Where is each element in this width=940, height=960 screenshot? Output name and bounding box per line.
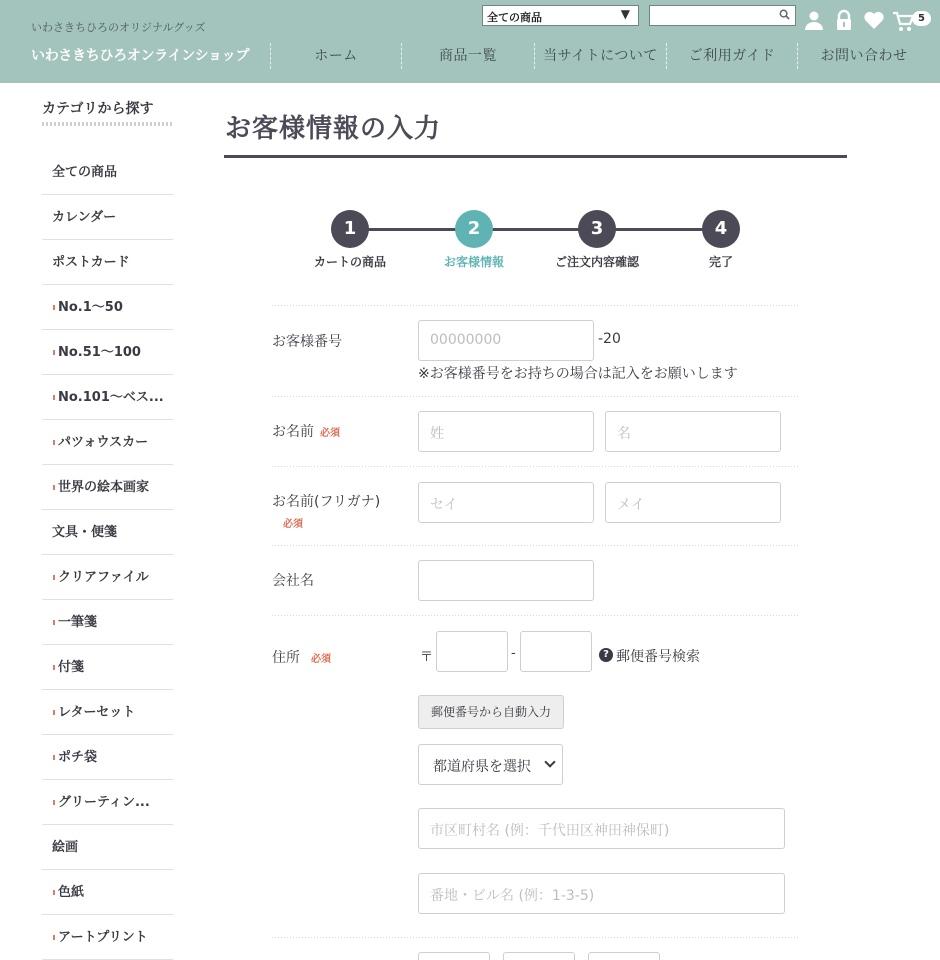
cart-icon[interactable]: [892, 11, 914, 33]
site-logo-text[interactable]: いわさきちひろオンラインショップ: [31, 48, 250, 64]
sidebar-item[interactable]: [42, 465, 173, 510]
bullet-icon: [53, 395, 55, 400]
sidebar-item-label: ポチ袋: [58, 750, 98, 765]
row-divider: [272, 545, 800, 546]
sidebar-item[interactable]: [42, 555, 173, 600]
chevron-down-icon: ▼: [620, 7, 630, 21]
company-label: 会社名: [272, 573, 314, 589]
sidebar-item-label: No.1〜50: [58, 300, 123, 315]
first-name-input[interactable]: 名: [605, 411, 781, 452]
address-label: [272, 647, 331, 667]
bullet-icon: [53, 350, 55, 355]
row-divider: [272, 396, 800, 397]
sidebar-item[interactable]: [42, 285, 173, 330]
required-badge: 必須: [311, 654, 331, 665]
sidebar-item-label: グリーティン...: [58, 795, 150, 810]
sidebar-item-label: カレンダー: [52, 210, 117, 225]
bullet-icon: [53, 620, 55, 625]
sidebar-item[interactable]: [42, 420, 173, 465]
sidebar-item[interactable]: [42, 375, 173, 420]
prefecture-select-value: 都道府県を選択: [433, 759, 531, 775]
sidebar-item-label: クリアファイル: [58, 570, 149, 585]
company-input[interactable]: [418, 560, 594, 601]
sidebar-item-label: 文具・便箋: [52, 525, 118, 540]
address-label-text: 住所: [272, 650, 300, 666]
customer-no-suffix: -20: [598, 331, 621, 347]
step-4-label: 完了: [708, 255, 733, 269]
bullet-icon: [53, 305, 55, 310]
phone-2-input[interactable]: [503, 952, 575, 960]
sidebar-item[interactable]: [42, 735, 173, 780]
nav-guide[interactable]: ご利用ガイド: [666, 43, 797, 69]
search-category-value: 全ての商品: [487, 11, 542, 24]
sidebar-item[interactable]: [42, 330, 173, 375]
street-input[interactable]: 番地・ビル名 (例：1-3-5): [418, 873, 785, 914]
heart-icon[interactable]: [863, 9, 885, 31]
sidebar-item[interactable]: [42, 690, 173, 735]
step-1-label: カートの商品: [313, 255, 386, 269]
sidebar-item-label: ポストカード: [52, 255, 130, 270]
name-label-text: お名前: [272, 424, 314, 440]
step-3-circle: 3: [578, 210, 616, 248]
site-tagline: いわさきちひろのオリジナルグッズ: [31, 21, 206, 34]
step-2-circle: 2: [455, 210, 493, 248]
search-icon[interactable]: [779, 9, 790, 20]
kana-label: お名前(フリガナ): [272, 494, 381, 510]
sidebar-item[interactable]: [42, 870, 173, 915]
sidebar-item-label: 絵画: [52, 840, 79, 855]
customer-no-input[interactable]: 00000000: [418, 320, 594, 361]
phone-3-input[interactable]: [588, 952, 660, 960]
sidebar-divider: [42, 122, 172, 126]
bullet-icon: [53, 575, 55, 580]
sidebar-item-label: 一筆箋: [58, 615, 98, 630]
sidebar-item-label: パツォウスカー: [58, 435, 149, 450]
sidebar-item-label: No.101〜ベス...: [58, 390, 164, 405]
city-input[interactable]: 市区町村名 (例：千代田区神田神保町): [418, 808, 785, 849]
bullet-icon: [53, 710, 55, 715]
bullet-icon: [53, 485, 55, 490]
nav-products[interactable]: 商品一覧: [401, 43, 534, 69]
sidebar-item[interactable]: [42, 600, 173, 645]
page-title: お客様情報の入力: [225, 114, 442, 144]
prefecture-select[interactable]: [418, 744, 563, 785]
step-2-label: お客様情報: [443, 255, 504, 269]
nav-contact[interactable]: お問い合わせ: [797, 43, 930, 69]
sidebar-item[interactable]: [42, 510, 173, 555]
lock-icon[interactable]: [833, 9, 855, 31]
postal-mark: 〒: [420, 650, 434, 665]
row-divider: [272, 305, 800, 306]
first-kana-input[interactable]: メイ: [605, 482, 781, 523]
sidebar-item-label: 全ての商品: [52, 165, 118, 180]
sidebar-item[interactable]: [42, 150, 173, 195]
nav-about[interactable]: 当サイトについて: [534, 43, 666, 69]
search-category-select[interactable]: [482, 5, 639, 26]
progress-line: [350, 228, 721, 231]
nav-home[interactable]: ホーム: [270, 43, 401, 69]
auto-fill-address-button[interactable]: 郵便番号から自動入力: [418, 695, 564, 729]
sidebar-item[interactable]: [42, 780, 173, 825]
required-badge: 必須: [320, 428, 340, 439]
sidebar-item[interactable]: [42, 825, 173, 870]
zip-separator: -: [511, 646, 516, 661]
sidebar-item[interactable]: [42, 240, 173, 285]
help-icon[interactable]: ?: [599, 648, 613, 662]
sidebar-item-label: 色紙: [58, 885, 85, 900]
row-divider: [272, 937, 800, 938]
site-header: [0, 0, 940, 83]
customer-no-label: お客様番号: [272, 334, 342, 350]
customer-no-note: ※お客様番号をお持ちの場合は記入をお願いします: [418, 366, 738, 382]
row-divider: [272, 615, 800, 616]
phone-1-input[interactable]: [418, 952, 490, 960]
zip-code-2-input[interactable]: [520, 631, 592, 672]
step-4-circle: 4: [702, 210, 740, 248]
zip-code-1-input[interactable]: [436, 631, 508, 672]
last-name-input[interactable]: 姓: [418, 411, 594, 452]
bullet-icon: [53, 890, 55, 895]
bullet-icon: [53, 665, 55, 670]
sidebar-item[interactable]: [42, 915, 173, 960]
bullet-icon: [53, 440, 55, 445]
required-badge: 必須: [283, 519, 303, 530]
cart-count-badge: 5: [912, 11, 931, 26]
sidebar-item-label: 世界の絵本画家: [58, 480, 150, 495]
bullet-icon: [53, 935, 55, 940]
row-divider: [272, 466, 800, 467]
search-input[interactable]: [649, 5, 796, 26]
bullet-icon: [53, 755, 55, 760]
zip-search-link[interactable]: 郵便番号検索: [616, 649, 700, 665]
sidebar-title: カテゴリから探す: [42, 101, 154, 117]
step-3-label: ご注文内容確認: [554, 255, 639, 269]
bullet-icon: [53, 800, 55, 805]
sidebar-item-label: 付箋: [58, 660, 85, 675]
title-underline: [224, 155, 847, 158]
chevron-down-icon: [544, 756, 555, 767]
sidebar-item-label: レターセット: [58, 705, 136, 720]
sidebar-item[interactable]: [42, 195, 173, 240]
sidebar-item-label: No.51〜100: [58, 345, 141, 360]
sidebar-item-label: アートプリント: [58, 930, 148, 945]
sidebar-item[interactable]: [42, 645, 173, 690]
user-icon[interactable]: [803, 9, 825, 31]
step-1-circle: 1: [331, 210, 369, 248]
name-label: [272, 421, 340, 441]
last-kana-input[interactable]: セイ: [418, 482, 594, 523]
